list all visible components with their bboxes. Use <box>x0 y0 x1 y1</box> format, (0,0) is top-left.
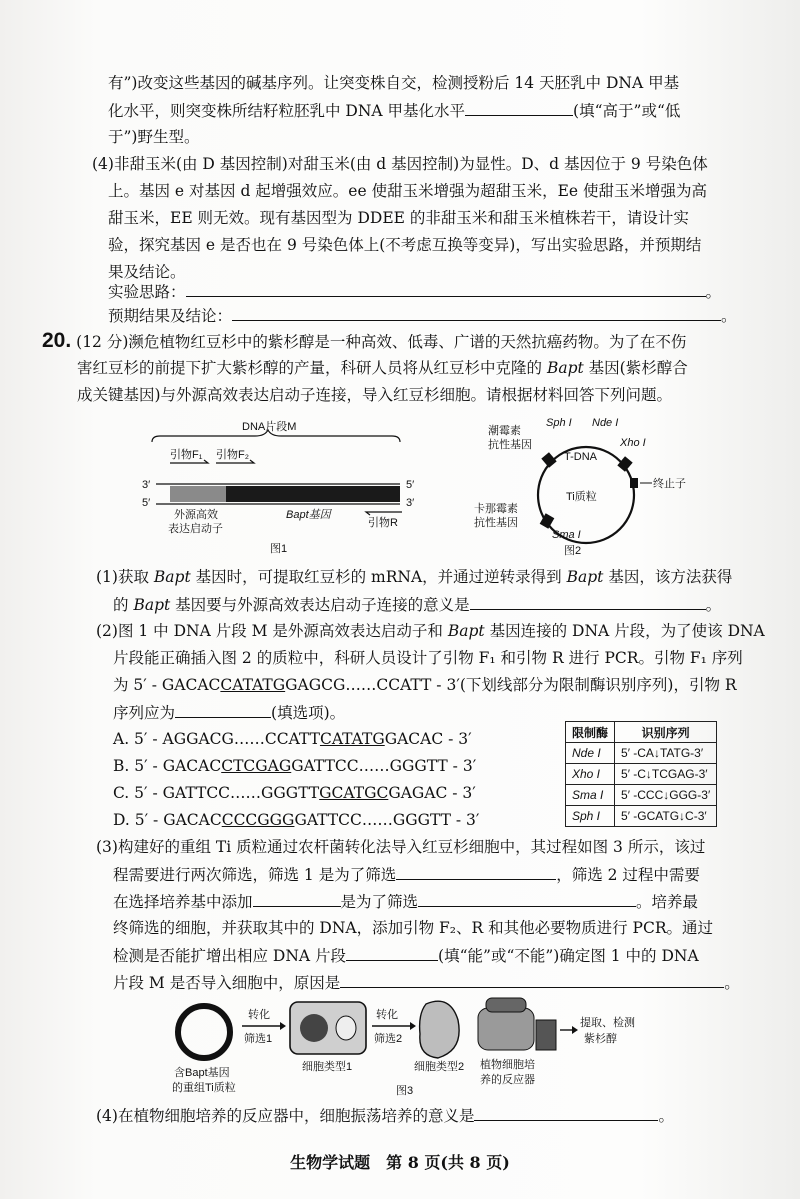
option-a-site: CATATG <box>319 730 385 748</box>
option-a[interactable] <box>113 728 472 750</box>
table-row <box>566 743 717 764</box>
q20-p2-line-4 <box>113 701 345 724</box>
table-header-row <box>566 722 717 743</box>
option-c-site: GCATGC <box>319 784 389 802</box>
p3-text-h: 片段 M 是否导入细胞中，原因是 <box>113 974 341 992</box>
fig1-caption: 图1 <box>270 543 288 555</box>
option-a-2: GACAC - 3′ <box>384 730 472 748</box>
bioreactor-top-icon <box>486 998 526 1012</box>
p2-text-a: (2)图 1 中 DNA 片段 M 是外源高效表达启动子和 <box>96 622 448 640</box>
expected-result-blank[interactable] <box>232 304 721 321</box>
promoter-label-1: 外源高效 <box>174 509 218 521</box>
q20-p3-line-6 <box>113 971 740 994</box>
q20-p1-line-1 <box>96 566 732 588</box>
cell-type-1-label: 细胞类型1 <box>302 1061 353 1073</box>
page-footer: 生物学试题 第 8 页(共 8 页) <box>290 1153 510 1172</box>
terminator-label: 终止子 <box>653 478 686 490</box>
f1-seq-b: GAGCG……CCATT - 3′(下划线部分为限制酶识别序列)，引物 R <box>285 676 737 694</box>
plasmid-label: Ti质粒 <box>566 491 597 503</box>
table-row <box>566 806 717 827</box>
p3-text-d: 是为了筛选 <box>340 893 419 911</box>
p2-text-d: (填选项)。 <box>271 704 346 722</box>
cell1-vacuole-icon <box>336 1016 356 1040</box>
fig3-plasmid-label-2: 的重组Ti质粒 <box>172 1082 236 1094</box>
option-b-1: B. 5′ - GACAC <box>113 757 222 775</box>
p3-text-a: 程需要进行两次筛选，筛选 1 是为了筛选 <box>113 866 397 884</box>
fig1-title: DNA片段M <box>242 421 297 433</box>
sma-site-label: Sma I <box>552 529 581 541</box>
reactor-label-2: 养的反应器 <box>480 1074 535 1086</box>
fig3-plasmid-label-1: 含Bapt基因 <box>174 1067 230 1079</box>
recognition-seq: 5′ -GCATG↓C-3′ <box>615 806 717 827</box>
experiment-idea-label: 实验思路： <box>108 283 186 301</box>
fig3-caption: 图3 <box>396 1085 414 1097</box>
end-5-left: 5′ <box>142 497 151 509</box>
fig2-caption: 图2 <box>564 545 582 557</box>
question-score: (12 分) <box>76 333 129 351</box>
p1-answer-blank[interactable] <box>470 593 706 610</box>
q20-intro-2b: 基因(紫杉醇合 <box>583 359 688 377</box>
step2-arrowhead <box>410 1022 416 1030</box>
f1-seq-a: 为 5′ - GACAC <box>113 676 221 694</box>
option-c-2: GAGAC - 3′ <box>388 784 476 802</box>
q19-line-2 <box>108 99 680 122</box>
expected-result-label: 预期结果及结论： <box>108 307 233 325</box>
p1-text-e: 基因要与外源高效表达启动子连接的意义是 <box>170 596 470 614</box>
bioreactor-control-icon <box>536 1020 556 1050</box>
q20-p3-line-4: 终筛选的细胞，并获取其中的 DNA，添加引物 F₂、R 和其他必要物质进行 PCR。通过 <box>113 919 713 937</box>
option-d[interactable] <box>113 809 479 831</box>
screen2-target-blank[interactable] <box>418 890 636 907</box>
end-5-right: 5′ <box>406 479 415 491</box>
p2-text-c: 序列应为 <box>113 704 176 722</box>
q19-line-2-text: 化水平，则突变株所结籽粒胚乳中 DNA 甲基化水平 <box>108 102 466 120</box>
header-enzyme: 限制酶 <box>566 722 615 743</box>
promoter-label-2: 表达启动子 <box>168 523 223 535</box>
final-label-2: 紫杉醇 <box>584 1033 617 1045</box>
recognition-seq: 5′ -C↓TCGAG-3′ <box>615 764 717 785</box>
q19-line-3: 于”)野生型。 <box>108 128 200 146</box>
pcr-can-blank[interactable] <box>346 944 438 961</box>
step2-screen: 筛选2 <box>374 1033 403 1045</box>
cell-type-2-label: 细胞类型2 <box>414 1061 465 1073</box>
header-sequence: 识别序列 <box>615 722 717 743</box>
table-row <box>566 785 717 806</box>
period: 。 <box>658 1107 674 1125</box>
end-3-left: 3′ <box>142 479 151 491</box>
q19-p4-line-4: 验，探究基因 e 是否也在 9 号染色体上(不考虑互换等变异)，写出实验思路，并预期结 <box>108 236 702 254</box>
question-number: 20. <box>42 329 72 352</box>
q20-p2-line-1 <box>96 620 765 642</box>
option-b-site: CTCGAG <box>221 757 292 775</box>
p1-text-a: (1)获取 <box>96 568 154 586</box>
end-3-right: 3′ <box>406 497 415 509</box>
q20-p3-line-2 <box>113 863 700 886</box>
q19-p4-line-1: (4)非甜玉米(由 D 基因控制)对甜玉米(由 d 基因控制)为显性。D、d 基因位于 9 号染色体 <box>92 155 708 173</box>
experiment-idea-row <box>108 280 721 303</box>
option-b[interactable] <box>113 755 476 777</box>
primer-f2-label: 引物F₂ <box>216 449 249 461</box>
q20-intro-line-1 <box>42 330 686 353</box>
option-d-1: D. 5′ - GACAC <box>113 811 222 829</box>
bapt-gene-block <box>226 486 400 502</box>
p1-text-b: 基因时，可提取红豆杉的 mRNA，并通过逆转录得到 <box>190 568 567 586</box>
figure-1 <box>130 418 440 560</box>
recognition-seq: 5′ -CCC↓GGG-3′ <box>615 785 717 806</box>
kan-label-2: 抗性基因 <box>474 517 518 529</box>
q20-p2-line-3 <box>113 674 737 696</box>
bapt-term: Bapt <box>447 622 485 640</box>
q19-line-2-hint: (填“高于”或“低 <box>573 102 681 120</box>
recombinant-plasmid-icon <box>178 1006 230 1058</box>
screen2-additive-blank[interactable] <box>253 890 341 907</box>
q19-methylation-blank[interactable] <box>465 99 573 116</box>
q20-intro-2a: 害红豆杉的前提下扩大紫杉醇的产量，科研人员将从红豆杉中克隆的 <box>77 359 547 377</box>
p4-text: (4)在植物细胞培养的反应器中，细胞振荡培养的意义是 <box>96 1107 475 1125</box>
p2-text-b: 基因连接的 DNA 片段，为了使该 DNA <box>484 622 765 640</box>
option-d-2: GATTCC……GGGTT - 3′ <box>294 811 480 829</box>
kan-label-1: 卡那霉素 <box>474 503 518 515</box>
f1-seq-site: CATATG <box>220 676 286 694</box>
final-label-1: 提取、检测 <box>580 1017 635 1029</box>
restriction-enzyme-table <box>565 721 717 827</box>
primer-r-label: 引物R <box>368 517 398 529</box>
reason-blank[interactable] <box>340 971 724 988</box>
p1-text-d: 的 <box>113 596 134 614</box>
terminator-marker <box>630 478 638 488</box>
reactor-label-1: 植物细胞培 <box>480 1059 535 1071</box>
enzyme-name: Sma I <box>566 785 615 806</box>
q19-line-1: 有”)改变这些基因的碱基序列。让突变株自交，检测授粉后 14 天胚乳中 DNA 甲基 <box>108 74 680 92</box>
nde-site-label: Nde I <box>592 417 619 429</box>
figure-2 <box>470 417 686 560</box>
p3-text-g: (填“能”或“不能”)确定图 1 中的 DNA <box>438 947 699 965</box>
period: 。 <box>724 974 740 992</box>
enzyme-name: Nde I <box>566 743 615 764</box>
tdna-label: T-DNA <box>564 451 597 463</box>
expected-result-row <box>108 304 737 327</box>
q20-p2-line-2: 片段能正确插入图 2 的质粒中，科研人员设计了引物 F₁ 和引物 R 进行 PCR。引物 F₁ 序列 <box>113 649 743 667</box>
cell-type-2-icon <box>420 1001 460 1058</box>
screen1-blank[interactable] <box>396 863 556 880</box>
experiment-idea-blank[interactable] <box>186 280 706 297</box>
q20-intro-text-1: 濒危植物红豆杉中的紫杉醇是一种高效、低毒、广谱的天然抗癌药物。为了在不伤 <box>128 333 687 351</box>
step1-screen: 筛选1 <box>244 1033 273 1045</box>
final-arrowhead <box>572 1026 578 1034</box>
step2-transform: 转化 <box>376 1009 398 1021</box>
bapt-term: Bapt <box>566 568 604 586</box>
option-a-1: A. 5′ - AGGACG……CCATT <box>113 730 320 748</box>
bapt-term: Bapt <box>153 568 191 586</box>
q19-p4-line-5: 果及结论。 <box>108 263 186 281</box>
q20-p1-line-2 <box>113 593 721 616</box>
recognition-seq: 5′ -CA↓TATG-3′ <box>615 743 717 764</box>
option-c-1: C. 5′ - GATTCC……GGGTT <box>113 784 320 802</box>
figure-3 <box>168 994 638 1102</box>
option-d-site: CCCGGG <box>221 811 295 829</box>
p3-text-e: 。培养最 <box>636 893 699 911</box>
shaking-culture-blank[interactable] <box>474 1104 658 1121</box>
enzyme-name: Sph I <box>566 806 615 827</box>
primer-r-answer-blank[interactable] <box>175 701 271 718</box>
q19-p4-line-3: 甜玉米，EE 则无效。现有基因型为 DDEE 的非甜玉米和甜玉米植株若干，请设计实 <box>108 209 689 227</box>
xho-marker <box>617 456 632 472</box>
enzyme-name: Xho I <box>566 764 615 785</box>
bapt-term: Bapt <box>546 359 584 377</box>
option-b-2: GATTCC……GGGTT - 3′ <box>291 757 477 775</box>
primer-r-arrow <box>366 512 402 515</box>
bapt-term: Bapt <box>133 596 171 614</box>
primer-f1-label: 引物F₁ <box>170 449 203 461</box>
xho-site-label: Xho I <box>620 437 646 449</box>
gene-label: Bapt基因 <box>286 509 331 521</box>
q19-p4-line-2: 上。基因 e 对基因 d 起增强效应。ee 使甜玉米增强为超甜玉米，Ee 使甜玉米增强为高 <box>108 182 707 200</box>
period: 。 <box>705 596 722 614</box>
hyg-gene-marker <box>541 452 556 468</box>
step1-arrowhead <box>280 1022 286 1030</box>
period: 。 <box>705 283 722 301</box>
p3-text-c: 在选择培养基中添加 <box>113 893 253 911</box>
q20-intro-line-2 <box>77 357 688 379</box>
promoter-block <box>170 486 226 502</box>
table-row <box>566 764 717 785</box>
bioreactor-icon <box>478 1008 534 1050</box>
q20-intro-line-3: 成关键基因)与外源高效表达启动子连接，导入红豆杉细胞。请根据材料回答下列问题。 <box>77 386 673 404</box>
q20-p3-line-5 <box>113 944 699 967</box>
period: 。 <box>721 307 737 325</box>
hyg-label-1: 潮霉素 <box>488 425 521 437</box>
sph-site-label: Sph I <box>546 417 572 429</box>
p3-text-f: 检测是否能扩增出相应 DNA 片段 <box>113 947 347 965</box>
hyg-label-2: 抗性基因 <box>488 439 532 451</box>
q20-p3-line-1: (3)构建好的重组 Ti 质粒通过农杆菌转化法导入红豆杉细胞中，其过程如图 3 所示，该过 <box>96 838 706 856</box>
p1-text-c: 基因，该方法获得 <box>603 568 733 586</box>
q20-p4-line <box>96 1104 674 1127</box>
step1-transform: 转化 <box>248 1009 270 1021</box>
option-c[interactable] <box>113 782 476 804</box>
q20-p3-line-3 <box>113 890 698 913</box>
p3-text-b: ，筛选 2 过程中需要 <box>556 866 700 884</box>
cell1-nucleus-icon <box>300 1014 328 1042</box>
